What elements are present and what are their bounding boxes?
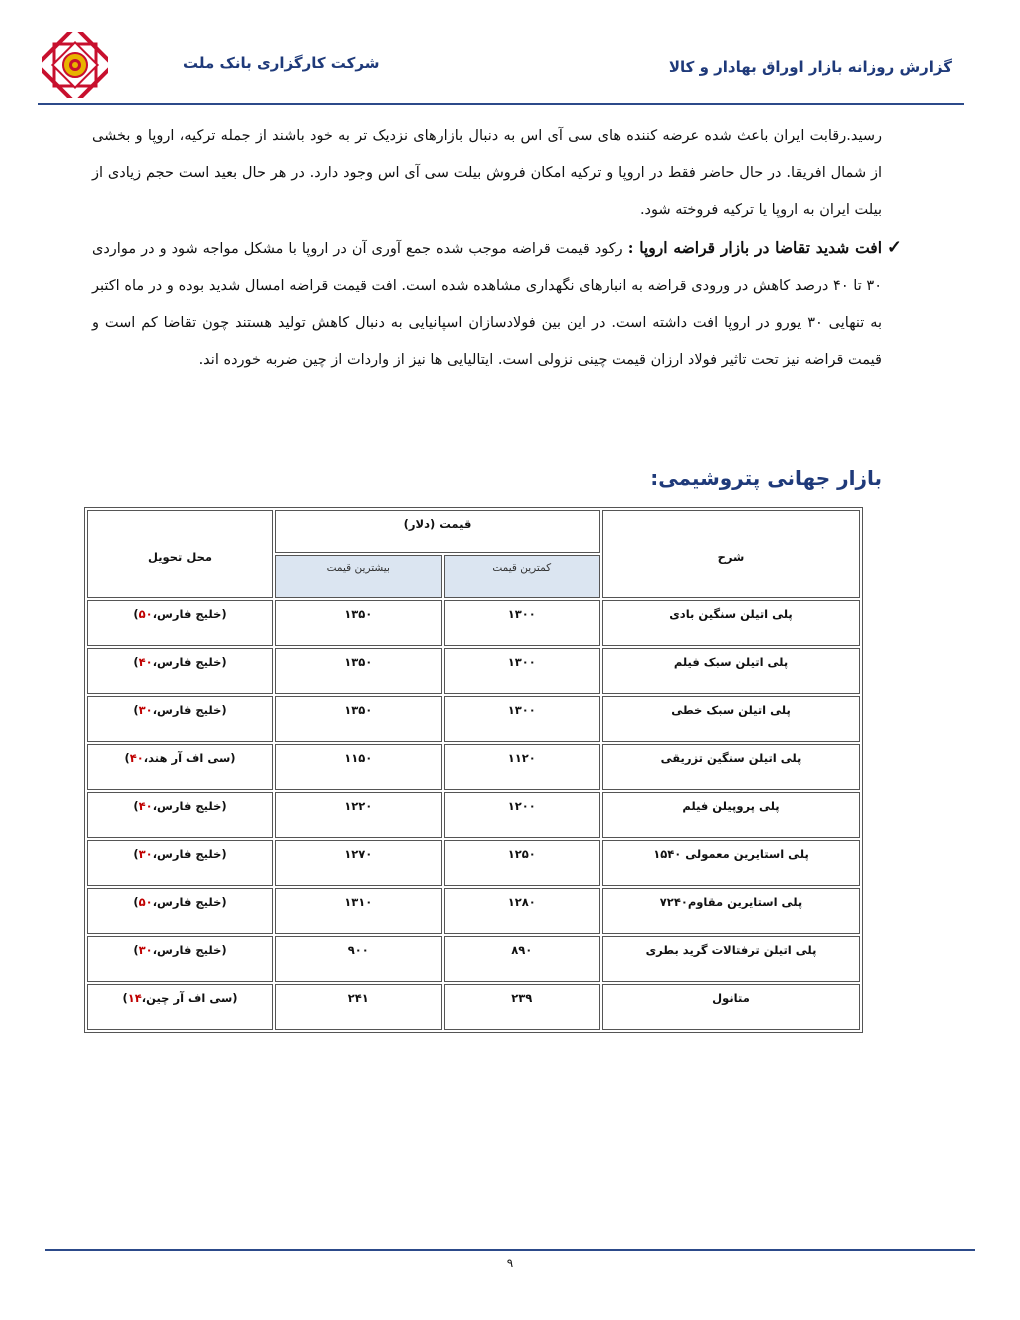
- cell-max-price: ۱۳۵۰: [275, 648, 442, 694]
- footer-divider: [45, 1249, 975, 1251]
- table-header-row: [87, 510, 860, 553]
- header-max-price: بیشترین قیمت: [275, 555, 442, 598]
- cell-min-price: ۱۳۰۰: [444, 600, 601, 646]
- loc-suffix: ): [133, 799, 139, 813]
- cell-delivery: [87, 600, 273, 646]
- cell-description: پلی پروپیلن فیلم: [602, 792, 860, 838]
- loc-suffix: ): [124, 751, 130, 765]
- bullet-lead: افت شدید تقاضا در بازار قراضه اروپا :: [627, 238, 883, 257]
- cell-delivery: [87, 744, 273, 790]
- cell-max-price: ۲۴۱: [275, 984, 442, 1030]
- cell-min-price: ۸۹۰: [444, 936, 601, 982]
- loc-prefix: (خلیج فارس،: [152, 943, 227, 957]
- table-row: [87, 648, 860, 694]
- body-text: [92, 118, 902, 379]
- table-row: [87, 840, 860, 886]
- loc-suffix: ): [133, 943, 139, 957]
- table-row: [87, 792, 860, 838]
- report-title: گزارش روزانه بازار اوراق بهادار و کالا: [668, 58, 952, 76]
- loc-prefix: (خلیج فارس،: [152, 703, 227, 717]
- section-title: بازار جهانی پتروشیمی:: [650, 466, 882, 490]
- cell-min-price: ۲۳۹: [444, 984, 601, 1030]
- table-row: [87, 600, 860, 646]
- loc-prefix: (خلیج فارس،: [152, 655, 227, 669]
- loc-prefix: (خلیج فارس،: [152, 895, 227, 909]
- header-divider: [38, 103, 964, 105]
- table-row: [87, 936, 860, 982]
- loc-suffix: ): [133, 607, 139, 621]
- loc-number: ۴۰: [138, 655, 153, 669]
- loc-number: ۵۰: [138, 895, 153, 909]
- loc-suffix: ): [122, 991, 128, 1005]
- loc-prefix: (خلیج فارس،: [152, 799, 227, 813]
- cell-description: پلی اتیلن سنگین تزریقی: [602, 744, 860, 790]
- cell-delivery: [87, 648, 273, 694]
- header-description: شرح: [602, 510, 860, 598]
- cell-min-price: ۱۳۰۰: [444, 696, 601, 742]
- loc-number: ۳۰: [138, 943, 153, 957]
- header-price: قیمت (دلار): [275, 510, 600, 553]
- table-row: [87, 984, 860, 1030]
- table-row: [87, 744, 860, 790]
- cell-description: پلی استایرین معمولی ۱۵۴۰: [602, 840, 860, 886]
- table-row: [87, 696, 860, 742]
- cell-max-price: ۹۰۰: [275, 936, 442, 982]
- loc-prefix: (خلیج فارس،: [152, 847, 227, 861]
- cell-max-price: ۱۲۷۰: [275, 840, 442, 886]
- loc-suffix: ): [133, 847, 139, 861]
- loc-number: ۴۰: [129, 751, 144, 765]
- cell-min-price: ۱۱۲۰: [444, 744, 601, 790]
- cell-description: پلی استایرین مقاوم۷۲۴۰: [602, 888, 860, 934]
- cell-delivery: [87, 888, 273, 934]
- cell-delivery: [87, 792, 273, 838]
- cell-delivery: [87, 936, 273, 982]
- loc-number: ۴۰: [138, 799, 153, 813]
- cell-description: متانول: [602, 984, 860, 1030]
- cell-max-price: ۱۳۱۰: [275, 888, 442, 934]
- cell-max-price: ۱۳۵۰: [275, 696, 442, 742]
- loc-number: ۳۰: [138, 703, 153, 717]
- cell-max-price: ۱۳۵۰: [275, 600, 442, 646]
- brand-name: شرکت کارگزاری بانک ملت: [183, 54, 380, 72]
- cell-max-price: ۱۲۲۰: [275, 792, 442, 838]
- loc-prefix: (خلیج فارس،: [152, 607, 227, 621]
- loc-prefix: (سی اف آر چین،: [141, 991, 238, 1005]
- bank-mellat-logo-icon: [42, 32, 108, 98]
- checkmark-icon: ✓: [886, 237, 902, 258]
- cell-min-price: ۱۲۸۰: [444, 888, 601, 934]
- cell-description: پلی اتیلن سبک فیلم: [602, 648, 860, 694]
- cell-max-price: ۱۱۵۰: [275, 744, 442, 790]
- bullet-text: رکود قیمت قراضه موجب شده جمع آوری آن در اروپا با مشکل مواجه شود و در مواردی ۳۰ تا ۴۰ درصد کاهش در ورودی قراضه به انبارهای نگهداری مشاهده شده است. افت قیمت قراضه امسال شدید بوده و در ماه اکتبر به تنهایی ۳۰ یورو در اروپا افت داشته است. در این بین فولادسازان اسپانیایی به دنبال کاهش تولید هستند چون تقاضا کم است و قیمت قراضه نیز تحت تاثیر فولاد ارزان قیمت چینی نزولی است. ایتالیایی ها نیز از واردات از چین ضربه خورده اند.: [92, 241, 883, 368]
- petrochemical-price-table: [84, 507, 863, 1033]
- cell-min-price: ۱۲۵۰: [444, 840, 601, 886]
- loc-suffix: ): [133, 655, 139, 669]
- loc-number: ۵۰: [138, 607, 153, 621]
- loc-prefix: (سی اف آر هند،: [143, 751, 236, 765]
- cell-delivery: [87, 984, 273, 1030]
- page-number: ۹: [506, 1256, 514, 1270]
- cell-delivery: [87, 696, 273, 742]
- header-delivery: محل تحویل: [87, 510, 273, 598]
- cell-min-price: ۱۳۰۰: [444, 648, 601, 694]
- page-header: [38, 28, 964, 106]
- header-min-price: کمترین قیمت: [444, 555, 601, 598]
- bullet-paragraph: [92, 229, 902, 379]
- loc-suffix: ): [133, 703, 139, 717]
- cell-min-price: ۱۲۰۰: [444, 792, 601, 838]
- loc-number: ۳۰: [138, 847, 153, 861]
- cell-description: پلی اتیلن ترفتالات گرید بطری: [602, 936, 860, 982]
- cell-description: پلی اتیلن سبک خطی: [602, 696, 860, 742]
- loc-suffix: ): [133, 895, 139, 909]
- cell-description: پلی اتیلن سنگین بادی: [602, 600, 860, 646]
- cell-delivery: [87, 840, 273, 886]
- loc-number: ۱۴: [127, 991, 142, 1005]
- paragraph-intro: رسید.رقابت ایران باعث شده عرضه کننده های سی آی اس به دنبال بازارهای نزدیک تر به خود باشند از جمله ترکیه، اروپا و بخشی از شمال افریقا. در حال حاضر فقط در اروپا و ترکیه امکان فروش بیلت سی آی اس وجود دارد. در هر حال بعید است حجم زیادی از بیلت ایران به اروپا یا ترکیه فروخته شود.: [92, 128, 882, 218]
- table-row: [87, 888, 860, 934]
